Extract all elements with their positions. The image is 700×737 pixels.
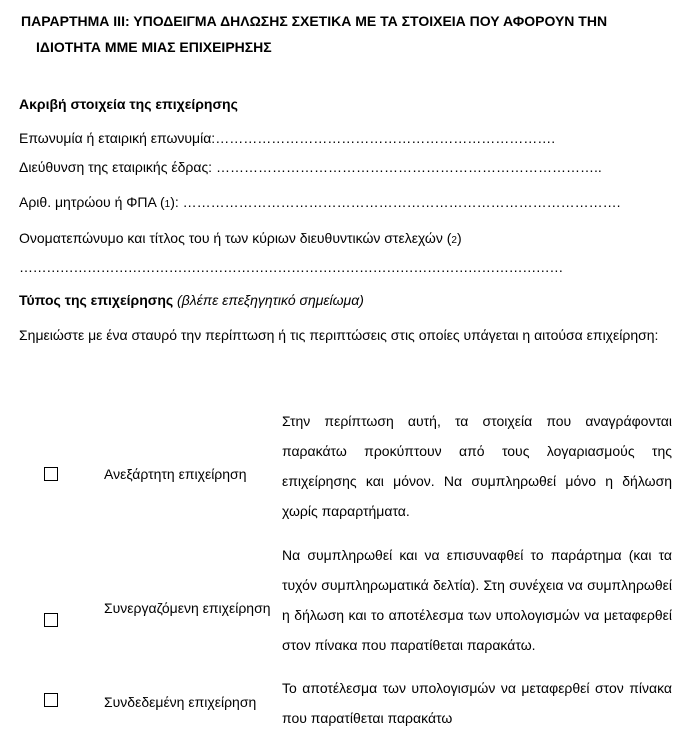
title-line-1: ΠΑΡΑΡΤΗΜΑ ΙΙΙ: ΥΠΟΔΕΙΓΜΑ ΔΗΛΩΣΗΣ ΣΧΕΤΙΚΑ ΜΕ ΤΑ ΣΤΟΙΧΕΙΑ ΠΟΥ ΑΦΟΡΟΥΝ ΤΗΝ xyxy=(21,13,608,29)
company-type-instruction: Σημειώστε με ένα σταυρό την περίπτωση ή τις περιπτώσεις στις οποίες υπάγεται η αιτούσα επιχείρηση: xyxy=(19,327,659,343)
footnote-ref-2: 2 xyxy=(451,235,457,246)
option-partner-checkbox[interactable] xyxy=(44,613,58,627)
registry-vat-label: Αριθ. μητρώου ή ΦΠΑ ( xyxy=(19,194,165,210)
registry-vat-field[interactable] xyxy=(19,193,621,214)
directors-field[interactable]: ………………………………………………………………………………………………………… xyxy=(19,259,564,275)
title-line-2: ΙΔΙΟΤΗΤΑ ΜΜΕ ΜΙΑΣ ΕΠΙΧΕΙΡΗΣΗΣ xyxy=(36,39,272,55)
option-independent-checkbox[interactable] xyxy=(44,467,58,481)
directors-label-text: Ονοματεπώνυμο και τίτλος του ή των κύριων διευθυντικών στελεχών ( xyxy=(19,230,452,246)
company-type-heading-note: (βλέπε επεξηγητικό σημείωμα) xyxy=(177,292,364,308)
directors-label xyxy=(19,229,462,250)
company-address-field[interactable]: Διεύθυνση της εταιρικής έδρας: ……………………………………………………………………….. xyxy=(19,159,602,175)
company-type-heading-text: Τύπος της επιχείρησης xyxy=(19,292,174,308)
company-name-field[interactable]: Επωνυμία ή εταιρική επωνυμία:………………………………………………………………. xyxy=(19,130,556,146)
registry-vat-dots: ): …………………………………………………………………………………. xyxy=(170,194,621,210)
option-independent-description: Στην περίπτωση αυτή, τα στοιχεία που αναγράφονται παρακάτω προκύπτουν από τους λογαριασμούς της επιχείρησης και μόνον. Να συμπληρωθεί μόνο η δήλωση χωρίς παραρτήματα. xyxy=(282,413,672,519)
company-details-heading: Ακριβή στοιχεία της επιχείρησης xyxy=(19,96,238,112)
option-independent-label: Ανεξάρτητη επιχείρηση xyxy=(104,466,247,482)
footnote-ref-1: 1 xyxy=(164,199,171,210)
option-partner-label: Συνεργαζόμενη επιχείρηση xyxy=(104,600,271,616)
directors-label-close: ) xyxy=(456,230,462,246)
option-linked-label: Συνδεδεμένη επιχείρηση xyxy=(104,694,257,710)
option-partner-description: Να συμπληρωθεί και να επισυναφθεί το παράρτημα (και τα τυχόν συμπληρωματικά δελτία). Στη συνέχεια να συμπληρωθεί η δήλωση και το αποτέλεσμα των υπολογισμών να μεταφερθεί στον πίνακα που παρατίθεται παρακάτω. xyxy=(282,547,672,653)
page-title xyxy=(21,8,686,60)
company-type-heading xyxy=(19,291,364,309)
option-linked-checkbox[interactable] xyxy=(44,693,58,707)
option-linked-description: Το αποτέλεσμα των υπολογισμών να μεταφερθεί στον πίνακα που παρατίθεται παρακάτω xyxy=(282,680,672,726)
